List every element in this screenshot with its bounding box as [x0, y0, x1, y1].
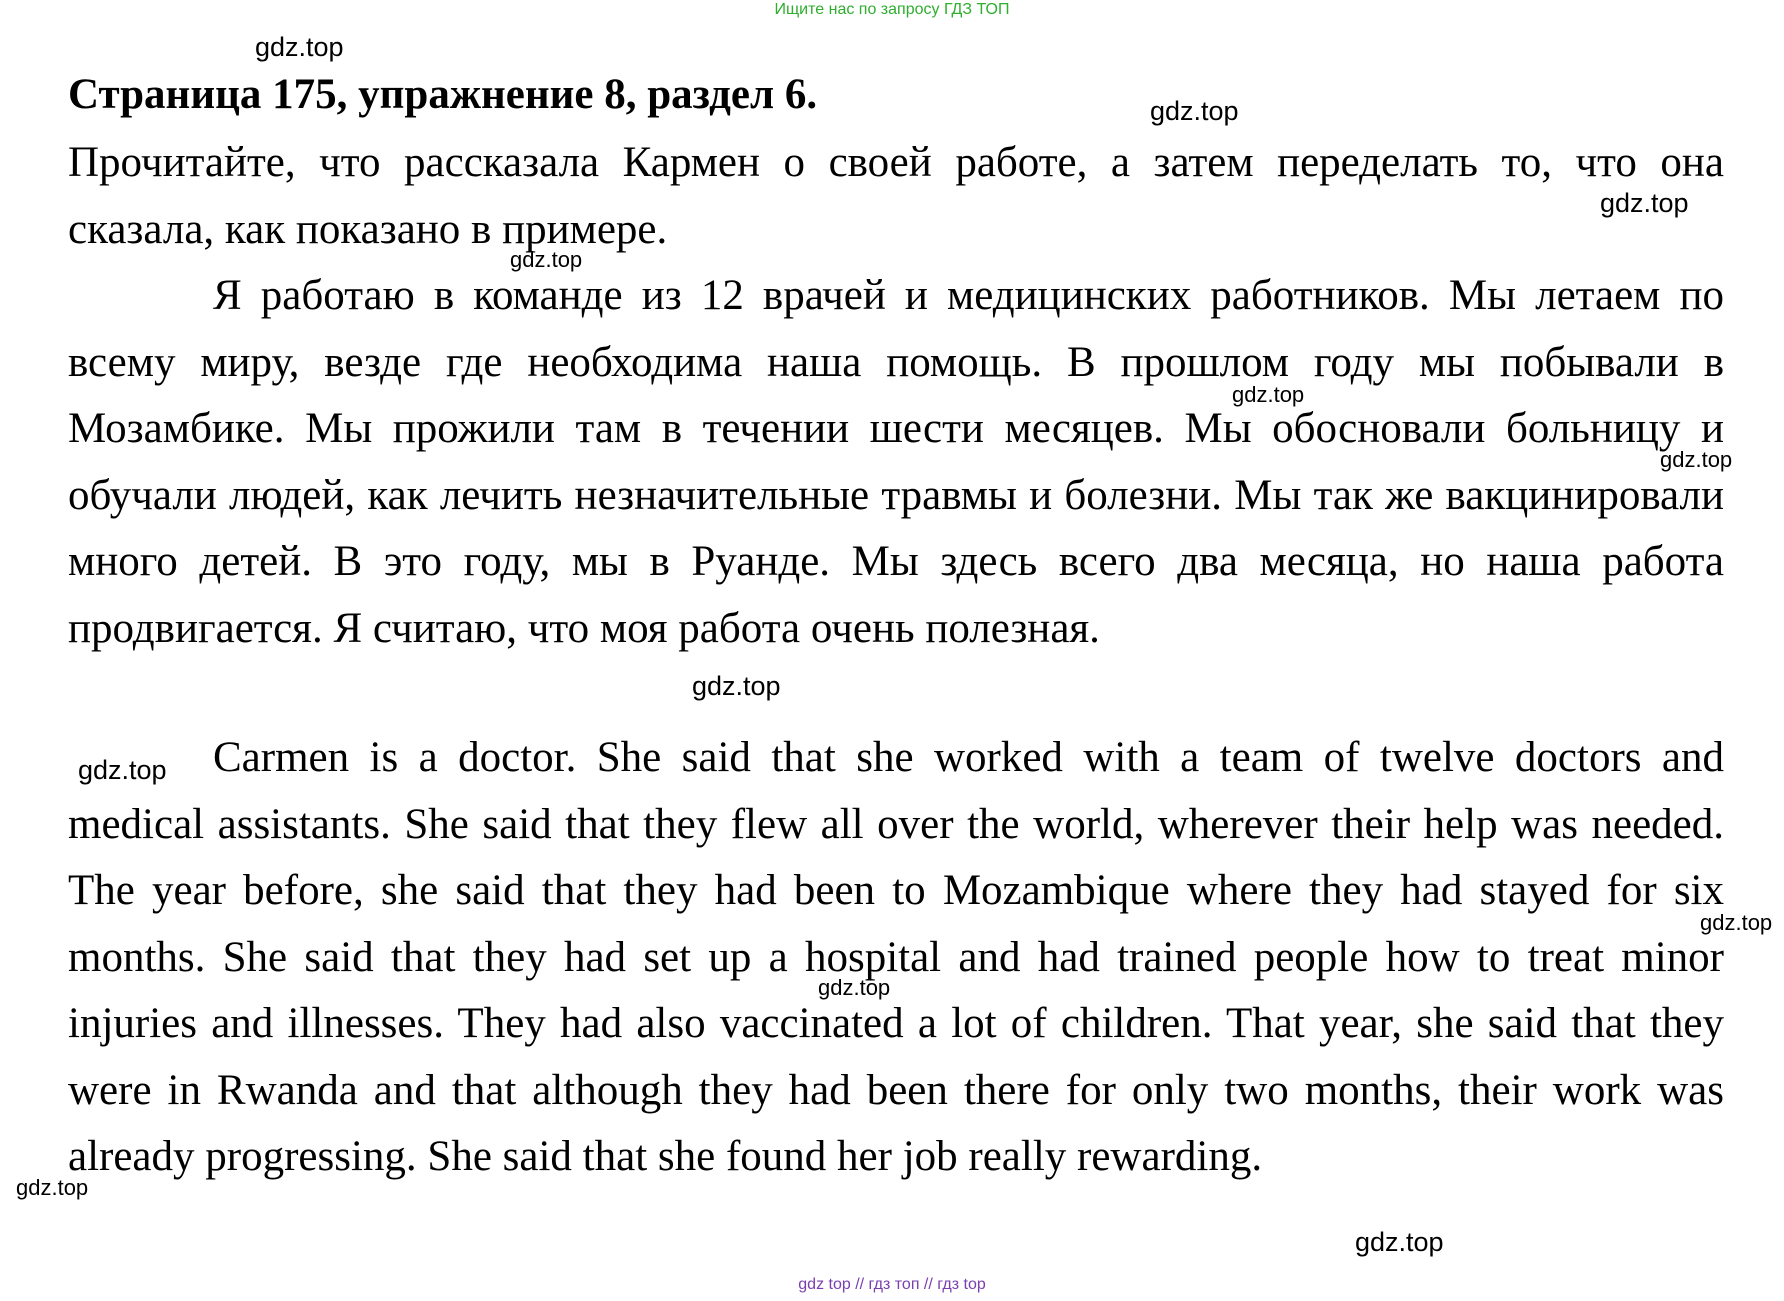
watermark: gdz.top	[510, 247, 583, 272]
watermark: gdz.top	[1150, 96, 1239, 126]
watermark: gdz.top	[1600, 188, 1689, 218]
watermark: gdz.top	[1355, 1227, 1444, 1257]
footer-notice[interactable]: gdz top // гдз топ // гдз top	[798, 1276, 986, 1293]
english-answer: Carmen is a doctor. She said that she worked with a team of twelve doctors and medical assistants. She said that they flew all over the world, wherever their help was needed. The year before, she said that they had been to Mozambique where they had stayed for six months. She said that they had set up a hospital and had trained people how to treat minor injuries and illnesses. They had also vaccinated a lot of children. That year, she said that they were in Rwanda and that although they had been there for only two months, their work was already progressing. She said that she found her job really rewarding.	[68, 734, 1724, 1180]
watermark: gdz.top	[1700, 910, 1773, 935]
watermark: gdz.top	[1660, 447, 1733, 472]
russian-text: Я работаю в команде из 12 врачей и медицинских работников. Мы летаем по всему миру, везде где необходима наша помощь. В прошлом году мы побывали в Мозамбике. Мы прожили там в течении шести месяцев. Мы обосновали больницу и обучали людей, как лечить незначительные травмы и болезни. Мы так же вакцинировали много детей. В это году, мы в Руанде. Мы здесь всего два месяца, но наша работа продвигается. Я считаю, что моя работа очень полезная.	[68, 272, 1724, 652]
page-title: Страница 175, упражнение 8, раздел 6.	[68, 71, 818, 118]
watermark: gdz.top	[16, 1175, 89, 1200]
watermark: gdz.top	[818, 975, 891, 1000]
watermark: gdz.top	[255, 32, 344, 62]
site-notice[interactable]: Ищите нас по запросу ГДЗ ТОП	[774, 1, 1010, 18]
watermark: gdz.top	[1232, 382, 1305, 407]
watermark: gdz.top	[78, 755, 167, 785]
task-text: Прочитайте, что рассказала Кармен о своей работе, а затем переделать то, что она сказала, как показано в примере.	[68, 139, 1724, 253]
watermark: gdz.top	[692, 671, 781, 701]
